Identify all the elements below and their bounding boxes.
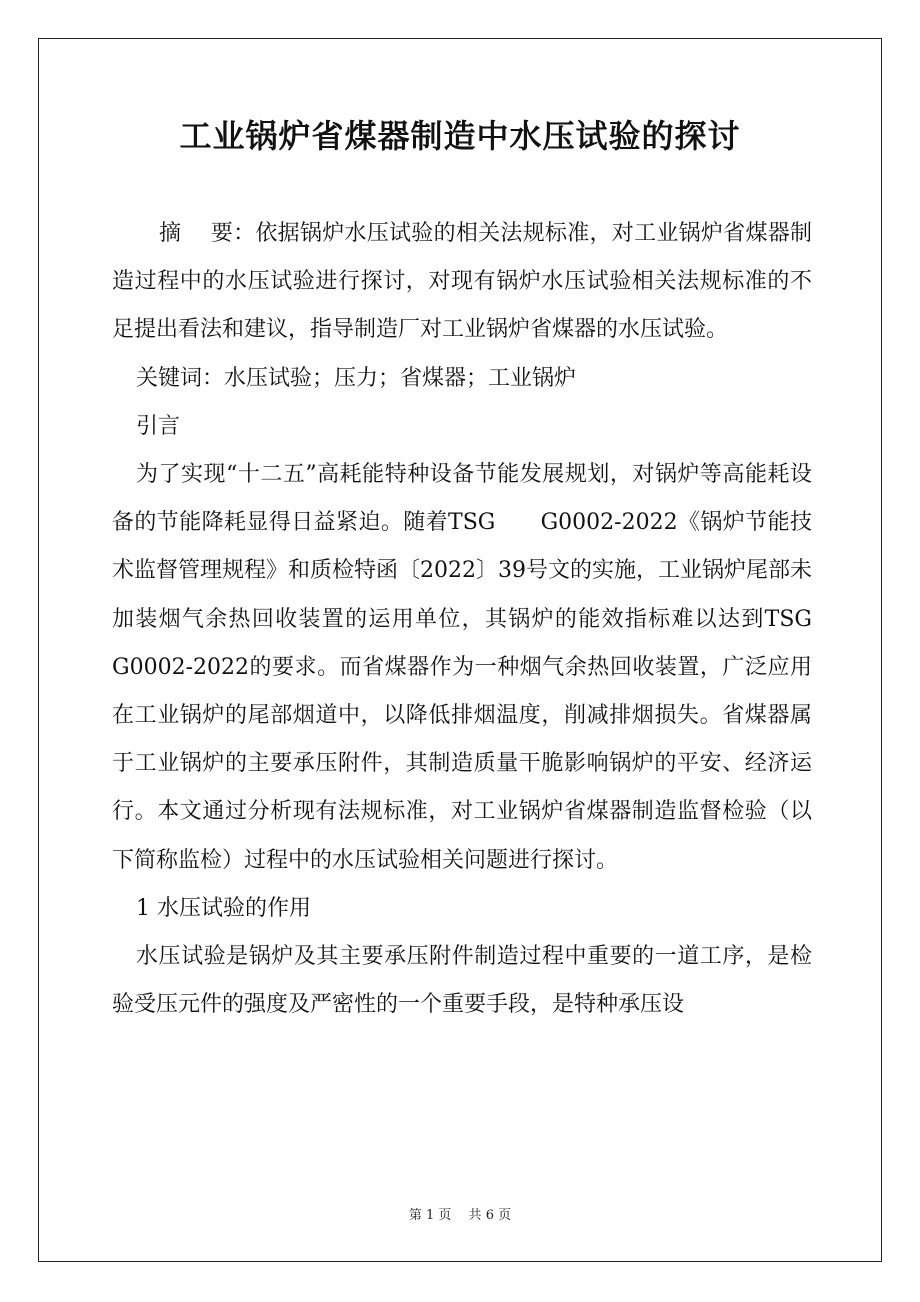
introduction-paragraph: 为了实现“十二五”高耗能特种设备节能发展规划，对锅炉等高能耗设备的节能降耗显得日益紧迫。随着TSG G0002-2022《锅炉节能技术监督管理规程》和质检特函〔2022〕39号文的实施，工业锅炉尾部未加装烟气余热回收装置的运用单位，其锅炉的能效指标难以达到TSG G0002-2022的要求。而省煤器作为一种烟气余热回收装置，广泛应用在工业锅炉的尾部烟道中，以降低排烟温度，削减排烟损失。省煤器属于工业锅炉的主要承压附件，其制造质量干脆影响锅炉的平安、经济运行。本文通过分析现有法规标准，对工业锅炉省煤器制造监督检验（以下简称监检）过程中的水压试验相关问题进行探讨。 [112,462,835,873]
abstract-paragraph: 摘 要：依据锅炉水压试验的相关法规标准，对工业锅炉省煤器制造过程中的水压试验进行探讨，对现有锅炉水压试验相关法规标准的不足提出看法和建议，指导制造厂对工业锅炉省煤器的水压试验。 [112,221,812,343]
keywords-paragraph: 关键词：水压试验；压力；省煤器；工业锅炉 [136,365,577,391]
document-title: 工业锅炉省煤器制造中水压试验的探讨 [179,117,741,155]
document-body [112,210,835,1029]
section-heading-1: 1 水压试验的作用 [136,895,311,921]
section-heading-introduction: 引言 [136,413,181,439]
page-number-label: 第 1 页 共 6 页 [408,1208,512,1223]
page-footer [0,1206,920,1226]
section-1-paragraph: 水压试验是锅炉及其主要承压附件制造过程中重要的一道工序，是检验受压元件的强度及严密性的一个重要手段，是特种承压设 [112,944,812,1018]
